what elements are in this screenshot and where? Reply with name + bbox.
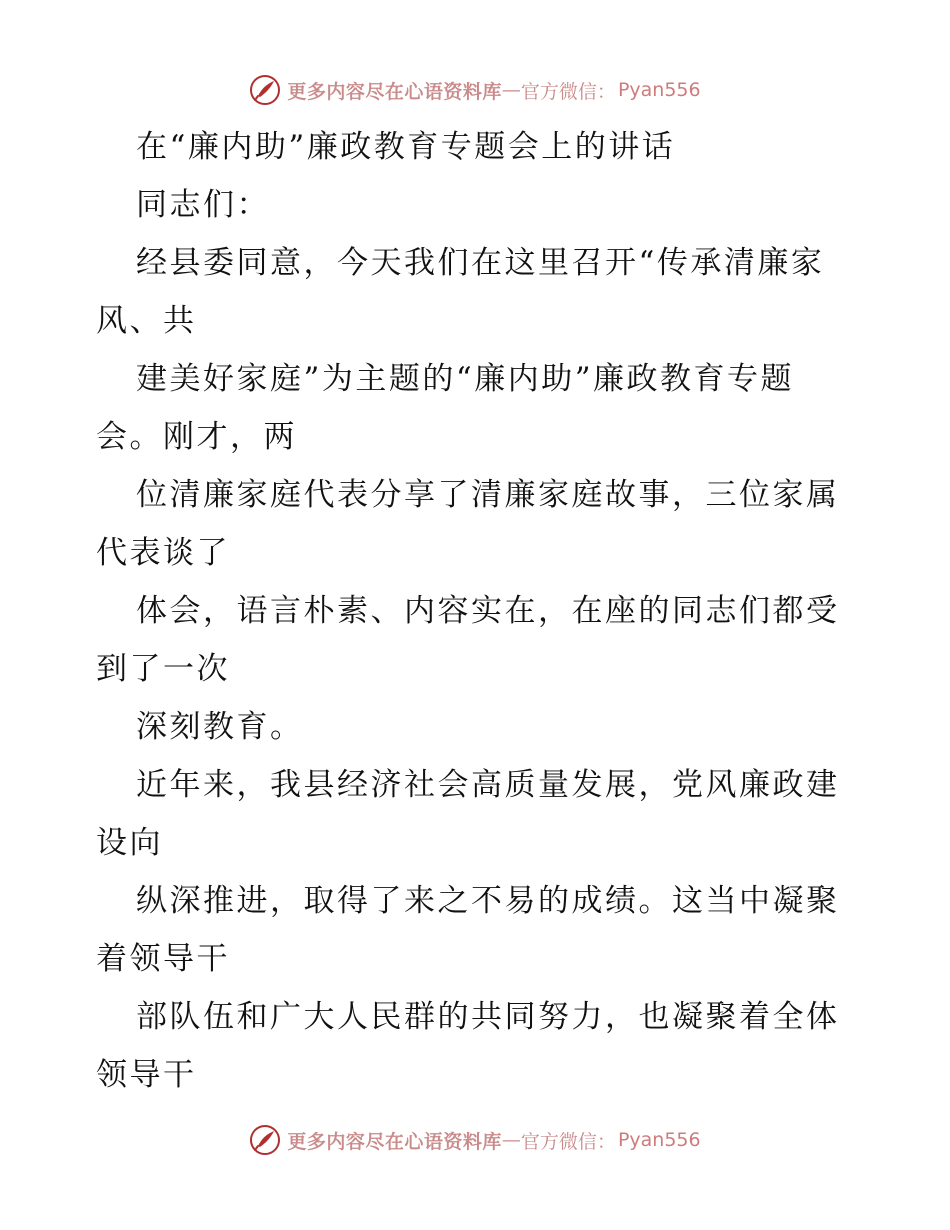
paragraph-line: 体会，语言朴素、内容实在，在座的同志们都受 [136, 593, 840, 629]
banner-site-name: 更多内容尽在心语资料库 [287, 1130, 502, 1153]
paragraph-line: 建美好家庭”为主题的“廉内助”廉政教育专题 [136, 361, 795, 397]
paragraph-line: 代表谈了 [96, 535, 230, 571]
banner-wechat-id: Pyan556 [617, 79, 701, 101]
document-title: 在“廉内助”廉政教育专题会上的讲话 [136, 129, 676, 165]
paragraph-line: 设向 [96, 825, 163, 861]
paragraph-line: 部队伍和广大人民群的共同努力，也凝聚着全体 [136, 999, 840, 1035]
banner-dash: — [501, 79, 521, 101]
banner-wechat-id: Pyan556 [617, 1129, 701, 1151]
paragraph-line: 位清廉家庭代表分享了清廉家庭故事，三位家属 [136, 477, 840, 513]
salutation: 同志们： [136, 187, 270, 223]
document-body [96, 118, 856, 1104]
quill-pen-logo-icon [249, 74, 281, 106]
header-banner[interactable] [0, 70, 950, 110]
paragraph-line: 经县委同意，今天我们在这里召开“传承清廉家 [136, 245, 825, 281]
footer-banner[interactable] [0, 1120, 950, 1160]
banner-site-name: 更多内容尽在心语资料库 [287, 80, 502, 103]
paragraph-line: 着领导干 [96, 941, 230, 977]
paragraph-line: 领导干 [96, 1057, 197, 1093]
paragraph-line: 会。刚才，两 [96, 419, 297, 455]
banner-wechat-label: 官方微信： [520, 1130, 616, 1153]
paragraph-line: 深刻教育。 [136, 709, 304, 745]
paragraph-line: 到了一次 [96, 651, 230, 687]
quill-pen-logo-icon [249, 1124, 281, 1156]
paragraph-line: 风、共 [96, 303, 197, 339]
paragraph-line: 纵深推进，取得了来之不易的成绩。这当中凝聚 [136, 883, 840, 919]
banner-dash: — [501, 1129, 521, 1151]
banner-wechat-label: 官方微信： [520, 80, 616, 103]
paragraph-line: 近年来，我县经济社会高质量发展，党风廉政建 [136, 767, 840, 803]
